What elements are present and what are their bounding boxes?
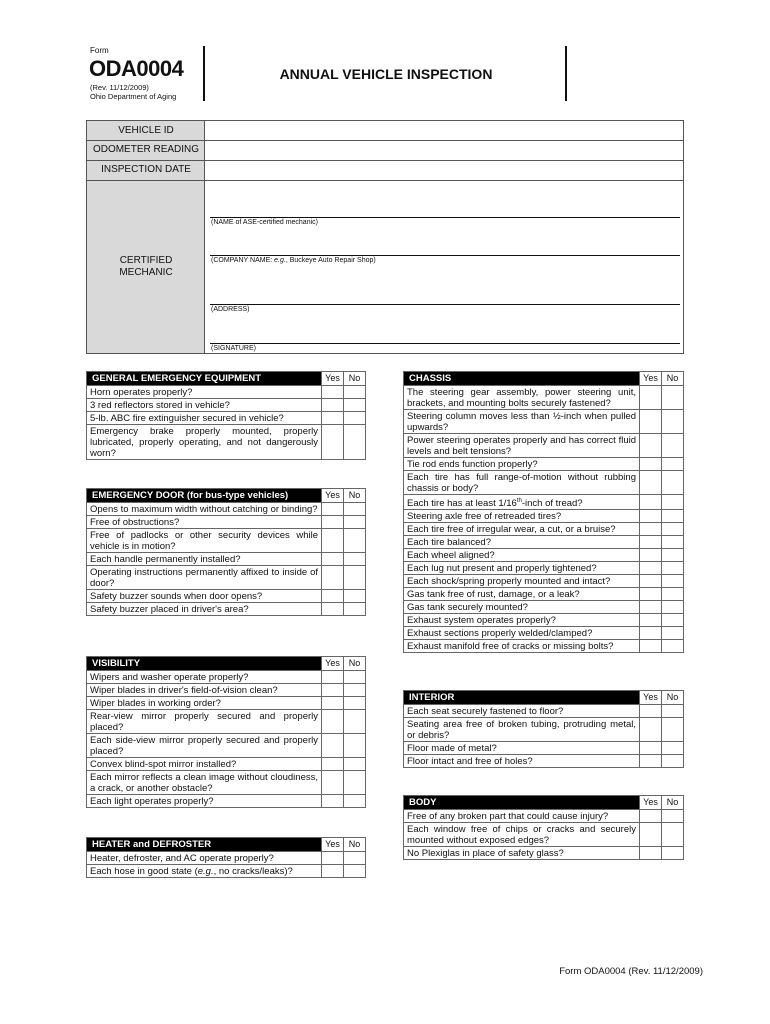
question-suffix: , no cracks/leaks)? [213, 866, 293, 877]
yes-checkbox[interactable] [640, 562, 662, 575]
section-header-row [87, 489, 366, 503]
checklist-question: Wiper blades in working order? [87, 697, 322, 710]
checklist-question: Steering axle free of retreaded tires? [404, 510, 640, 523]
checklist-question: Rear-view mirror properly secured and properly placed? [87, 710, 322, 734]
yes-column-header: Yes [322, 489, 344, 503]
checklist-row [87, 412, 366, 425]
checklist-question: Each handle permanently installed? [87, 553, 322, 566]
no-checkbox[interactable] [662, 588, 684, 601]
no-checkbox[interactable] [344, 399, 366, 412]
checklist-row [87, 771, 366, 795]
checklist-row [404, 495, 684, 510]
no-checkbox[interactable] [344, 603, 366, 616]
vehicle-id-row [87, 121, 683, 141]
no-checkbox[interactable] [662, 575, 684, 588]
checklist-row [87, 566, 366, 590]
no-checkbox[interactable] [344, 795, 366, 808]
yes-column-header: Yes [322, 838, 344, 852]
yes-checkbox[interactable] [640, 575, 662, 588]
no-column-header: No [344, 489, 366, 503]
yes-column-header: Yes [640, 796, 662, 810]
yes-checkbox[interactable] [322, 603, 344, 616]
question-suffix: -inch of tread? [521, 498, 583, 510]
checklist-question: Floor intact and free of holes? [404, 755, 640, 768]
form-label: Form [90, 46, 109, 55]
no-column-header: No [662, 691, 684, 705]
page-footer: Form ODA0004 (Rev. 11/12/2009) [559, 966, 703, 977]
section-title: INTERIOR [404, 691, 640, 705]
no-checkbox[interactable] [662, 562, 684, 575]
checklist-row [87, 503, 366, 516]
department-name: Ohio Department of Aging [90, 92, 177, 101]
certified-mechanic-label [87, 255, 205, 279]
yes-checkbox[interactable] [322, 386, 344, 399]
checklist-question: Each mirror reflects a clean image without cloudiness, a crack, or another obstacle? [87, 771, 322, 795]
address-line[interactable] [210, 304, 680, 305]
no-checkbox[interactable] [344, 529, 366, 553]
checklist-row [404, 742, 684, 755]
company-name-caption [211, 257, 376, 264]
checklist-row [87, 697, 366, 710]
checklist-row [404, 562, 684, 575]
checklist-row [87, 399, 366, 412]
checklist-question: Wipers and washer operate properly? [87, 671, 322, 684]
checklist-row [404, 458, 684, 471]
no-checkbox[interactable] [662, 810, 684, 823]
inspection-date-row [87, 161, 683, 181]
yes-checkbox[interactable] [322, 399, 344, 412]
yes-checkbox[interactable] [640, 410, 662, 434]
yes-column-header: Yes [322, 657, 344, 671]
no-column-header: No [344, 372, 366, 386]
checklist-row [87, 553, 366, 566]
checklist-row [87, 734, 366, 758]
mechanic-name-caption: (NAME of ASE-certified mechanic) [211, 219, 318, 226]
checklist-question: Tie rod ends function properly? [404, 458, 640, 471]
no-checkbox[interactable] [662, 601, 684, 614]
checklist-row [404, 823, 684, 847]
no-checkbox[interactable] [344, 425, 366, 460]
checklist-row [87, 795, 366, 808]
question-superscript: th [516, 498, 522, 504]
no-checkbox[interactable] [344, 771, 366, 795]
yes-checkbox[interactable] [640, 458, 662, 471]
checklist-question: Gas tank securely mounted? [404, 601, 640, 614]
section-header-row [87, 838, 366, 852]
yes-checkbox[interactable] [640, 823, 662, 847]
no-checkbox[interactable] [344, 684, 366, 697]
checklist-question: Opens to maximum width without catching or binding? [87, 503, 322, 516]
no-checkbox[interactable] [662, 386, 684, 410]
no-checkbox[interactable] [344, 503, 366, 516]
general-emergency-equipment-section [86, 371, 366, 460]
no-checkbox[interactable] [344, 671, 366, 684]
odometer-row [87, 141, 683, 161]
section-header-row [404, 372, 684, 386]
no-column-header: No [662, 372, 684, 386]
yes-checkbox[interactable] [640, 536, 662, 549]
yes-checkbox[interactable] [640, 434, 662, 458]
no-checkbox[interactable] [662, 495, 684, 510]
company-name-line[interactable] [210, 255, 680, 256]
no-checkbox[interactable] [662, 549, 684, 562]
company-caption-suffix: , Buckeye Auto Repair Shop) [285, 257, 376, 264]
certified-label-line-1: CERTIFIED [119, 255, 173, 266]
checklist-question: Each lug nut present and properly tightened? [404, 562, 640, 575]
checklist-question: Seating area free of broken tubing, protruding metal, or debris? [404, 718, 640, 742]
checklist-row [404, 434, 684, 458]
yes-checkbox[interactable] [322, 710, 344, 734]
checklist-question: Power steering operates properly and has correct fluid levels and belt tensions? [404, 434, 640, 458]
checklist-row [87, 386, 366, 399]
checklist-question: Safety buzzer sounds when door opens? [87, 590, 322, 603]
section-title: VISIBILITY [87, 657, 322, 671]
chassis-section [403, 371, 684, 653]
signature-line[interactable] [210, 343, 680, 344]
section-title: CHASSIS [404, 372, 640, 386]
checklist-row [404, 601, 684, 614]
checklist-question: Convex blind-spot mirror installed? [87, 758, 322, 771]
no-checkbox[interactable] [344, 590, 366, 603]
question-prefix: Each tire has at least 1/16 [407, 498, 517, 510]
checklist-row [87, 865, 366, 878]
interior-section [403, 690, 684, 768]
page-title: ANNUAL VEHICLE INSPECTION [279, 66, 493, 82]
odometer-label: ODOMETER READING [92, 144, 200, 155]
checklist-row [87, 758, 366, 771]
yes-checkbox[interactable] [322, 566, 344, 590]
yes-column-header: Yes [640, 691, 662, 705]
checklist-question: Exhaust sections properly welded/clamped? [404, 627, 640, 640]
no-checkbox[interactable] [662, 627, 684, 640]
no-checkbox[interactable] [662, 434, 684, 458]
checklist-question: Wiper blades in driver's field-of-vision clean? [87, 684, 322, 697]
checklist-row [404, 510, 684, 523]
form-revision-block [90, 83, 176, 101]
no-checkbox[interactable] [662, 718, 684, 742]
yes-checkbox[interactable] [322, 590, 344, 603]
checklist-question: Each light operates properly? [87, 795, 322, 808]
no-column-header: No [662, 796, 684, 810]
yes-checkbox[interactable] [640, 386, 662, 410]
checklist-row [404, 471, 684, 495]
checklist-question: Exhaust system operates properly? [404, 614, 640, 627]
no-checkbox[interactable] [344, 734, 366, 758]
no-checkbox[interactable] [662, 510, 684, 523]
no-checkbox[interactable] [344, 697, 366, 710]
checklist-row [87, 671, 366, 684]
checklist-row [404, 523, 684, 536]
visibility-section [86, 656, 366, 808]
checklist-question [404, 495, 640, 510]
no-checkbox[interactable] [344, 516, 366, 529]
yes-checkbox[interactable] [322, 503, 344, 516]
form-code: ODA0004 [89, 56, 184, 81]
yes-checkbox[interactable] [640, 549, 662, 562]
no-checkbox[interactable] [344, 386, 366, 399]
signature-caption: (SIGNATURE) [211, 345, 256, 352]
section-title: GENERAL EMERGENCY EQUIPMENT [87, 372, 322, 386]
yes-checkbox[interactable] [640, 588, 662, 601]
checklist-question: 5-lb. ABC fire extinguisher secured in vehicle? [87, 412, 322, 425]
no-checkbox[interactable] [662, 705, 684, 718]
checklist-row [404, 536, 684, 549]
checklist-question: Floor made of metal? [404, 742, 640, 755]
checklist-row [404, 640, 684, 653]
yes-checkbox[interactable] [322, 697, 344, 710]
checklist-question: Each seat securely fastened to floor? [404, 705, 640, 718]
checklist-question: Free of obstructions? [87, 516, 322, 529]
checklist-question: No Plexiglas in place of safety glass? [404, 847, 640, 860]
checklist-row [87, 603, 366, 616]
no-checkbox[interactable] [344, 566, 366, 590]
no-checkbox[interactable] [662, 742, 684, 755]
checklist-row [87, 425, 366, 460]
checklist-row [404, 627, 684, 640]
address-caption: (ADDRESS) [211, 306, 250, 313]
checklist-row [404, 705, 684, 718]
company-caption-prefix: (COMPANY NAME: [211, 257, 275, 264]
vehicle-id-label: VEHICLE ID [118, 125, 174, 136]
no-column-header: No [344, 657, 366, 671]
no-checkbox[interactable] [662, 847, 684, 860]
checklist-row [87, 852, 366, 865]
section-header-row [87, 657, 366, 671]
yes-checkbox[interactable] [322, 553, 344, 566]
question-eg: e.g. [197, 866, 214, 877]
section-title: EMERGENCY DOOR (for bus-type vehicles) [87, 489, 322, 503]
yes-checkbox[interactable] [640, 510, 662, 523]
checklist-question: Each wheel aligned? [404, 549, 640, 562]
no-column-header: No [344, 838, 366, 852]
yes-checkbox[interactable] [322, 425, 344, 460]
no-checkbox[interactable] [662, 640, 684, 653]
no-checkbox[interactable] [662, 458, 684, 471]
no-checkbox[interactable] [662, 471, 684, 495]
no-checkbox[interactable] [344, 865, 366, 878]
no-checkbox[interactable] [662, 823, 684, 847]
checklist-question: Operating instructions permanently affixed to inside of door? [87, 566, 322, 590]
mechanic-name-line[interactable] [210, 217, 680, 218]
checklist-question: Each window free of chips or cracks and securely mounted without exposed edges? [404, 823, 640, 847]
checklist-question: 3 red reflectors stored in vehicle? [87, 399, 322, 412]
yes-checkbox[interactable] [322, 852, 344, 865]
no-checkbox[interactable] [344, 412, 366, 425]
checklist-question: Exhaust manifold free of cracks or missing bolts? [404, 640, 640, 653]
yes-checkbox[interactable] [640, 718, 662, 742]
section-header-row [87, 372, 366, 386]
section-title: BODY [404, 796, 640, 810]
yes-checkbox[interactable] [322, 795, 344, 808]
question-prefix: Each hose in good state ( [90, 866, 198, 877]
yes-column-header: Yes [322, 372, 344, 386]
yes-checkbox[interactable] [640, 742, 662, 755]
checklist-row [404, 614, 684, 627]
yes-checkbox[interactable] [322, 758, 344, 771]
vehicle-identification-box [86, 120, 684, 354]
yes-checkbox[interactable] [322, 529, 344, 553]
checklist-row [404, 810, 684, 823]
yes-checkbox[interactable] [322, 734, 344, 758]
no-checkbox[interactable] [662, 410, 684, 434]
yes-checkbox[interactable] [322, 684, 344, 697]
checklist-question: Horn operates properly? [87, 386, 322, 399]
no-checkbox[interactable] [344, 710, 366, 734]
checklist-row [404, 575, 684, 588]
checklist-question: Free of any broken part that could cause injury? [404, 810, 640, 823]
body-section [403, 795, 684, 860]
yes-checkbox[interactable] [322, 516, 344, 529]
heater-defroster-section [86, 837, 366, 878]
section-title: HEATER and DEFROSTER [87, 838, 322, 852]
checklist-question: Each tire has full range-of-motion without rubbing chassis or body? [404, 471, 640, 495]
yes-checkbox[interactable] [640, 640, 662, 653]
yes-checkbox[interactable] [640, 755, 662, 768]
yes-checkbox[interactable] [640, 810, 662, 823]
checklist-question: Safety buzzer placed in driver's area? [87, 603, 322, 616]
checklist-row [404, 718, 684, 742]
yes-checkbox[interactable] [640, 627, 662, 640]
checklist-question: Steering column moves less than ½-inch when pulled upwards? [404, 410, 640, 434]
yes-checkbox[interactable] [640, 847, 662, 860]
yes-checkbox[interactable] [322, 412, 344, 425]
checklist-question: Each tire free of irregular wear, a cut, or a bruise? [404, 523, 640, 536]
checklist-row [87, 516, 366, 529]
emergency-door-section [86, 488, 366, 616]
checklist-row [404, 410, 684, 434]
checklist-question: Gas tank free of rust, damage, or a leak? [404, 588, 640, 601]
company-caption-eg: e.g. [274, 257, 286, 264]
yes-checkbox[interactable] [640, 523, 662, 536]
checklist-question: Each tire balanced? [404, 536, 640, 549]
checklist-question: Each shock/spring properly mounted and intact? [404, 575, 640, 588]
yes-checkbox[interactable] [322, 671, 344, 684]
checklist-row [87, 684, 366, 697]
yes-checkbox[interactable] [640, 705, 662, 718]
checklist-row [404, 386, 684, 410]
no-checkbox[interactable] [344, 553, 366, 566]
checklist-row [87, 590, 366, 603]
no-checkbox[interactable] [662, 755, 684, 768]
checklist-row [404, 755, 684, 768]
inspection-date-label: INSPECTION DATE [101, 164, 191, 175]
checklist-question [87, 865, 322, 878]
checklist-question: Emergency brake properly mounted, properly lubricated, properly operating, and not dangerously worn? [87, 425, 322, 460]
yes-checkbox[interactable] [322, 865, 344, 878]
section-header-row [404, 796, 684, 810]
checklist-row [87, 529, 366, 553]
certified-label-line-2: MECHANIC [119, 267, 173, 278]
checklist-question: Heater, defroster, and AC operate properly? [87, 852, 322, 865]
form-revision: (Rev. 11/12/2009) [90, 83, 149, 92]
no-checkbox[interactable] [344, 758, 366, 771]
section-header-row [404, 691, 684, 705]
yes-checkbox[interactable] [640, 495, 662, 510]
checklist-row [404, 549, 684, 562]
checklist-question: Each side-view mirror properly secured and properly placed? [87, 734, 322, 758]
no-checkbox[interactable] [662, 614, 684, 627]
yes-checkbox[interactable] [640, 614, 662, 627]
yes-checkbox[interactable] [640, 471, 662, 495]
yes-column-header: Yes [640, 372, 662, 386]
no-checkbox[interactable] [662, 523, 684, 536]
checklist-row [87, 710, 366, 734]
checklist-row [404, 847, 684, 860]
checklist-question: Free of padlocks or other security devices while vehicle is in motion? [87, 529, 322, 553]
yes-checkbox[interactable] [322, 771, 344, 795]
no-checkbox[interactable] [344, 852, 366, 865]
yes-checkbox[interactable] [640, 601, 662, 614]
checklist-row [404, 588, 684, 601]
no-checkbox[interactable] [662, 536, 684, 549]
checklist-question: The steering gear assembly, power steering unit, brackets, and mounting bolts securely fastened? [404, 386, 640, 410]
